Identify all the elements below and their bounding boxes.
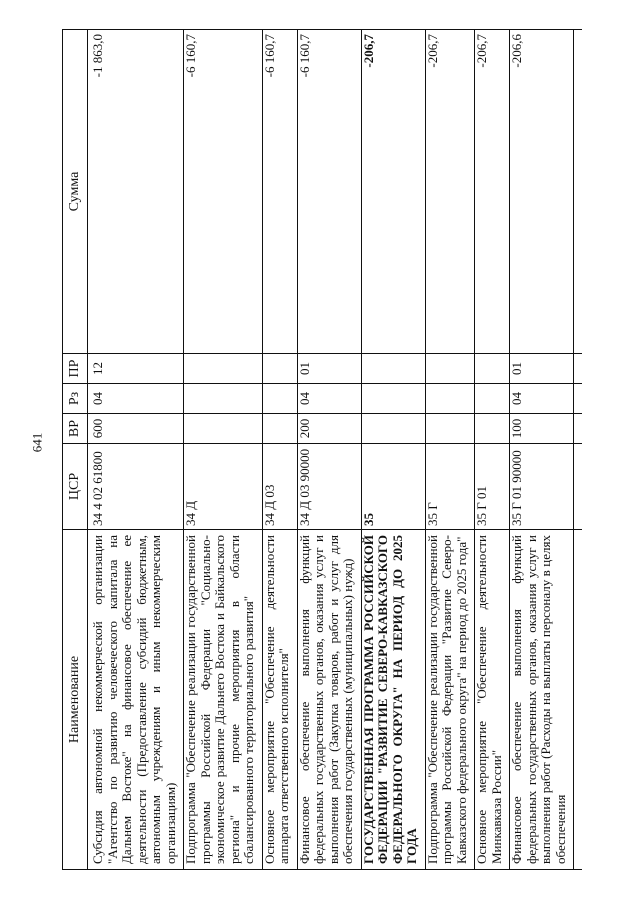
row-rz (475, 384, 510, 414)
header-vr: ВР (63, 414, 88, 444)
row-sum: -6 160,7 (262, 30, 297, 354)
table-row (475, 30, 510, 870)
row-name: Субсидия автономной некоммерческой организации "Агентство по развитию человеческого капитала на Дальнем Востоке" на финансовое обеспечение ее деятельности (Предоставление субсидий бюджетным, автономным учреждениям и иным некоммерческим организациям) (88, 530, 184, 870)
table-row (361, 30, 425, 870)
row-sum: -6 160,7 (297, 30, 361, 354)
continuation-cell (574, 354, 583, 384)
row-vr (475, 414, 510, 444)
row-pr: 12 (88, 354, 184, 384)
row-csr: 34 Д 03 (262, 444, 297, 530)
budget-table (62, 29, 582, 870)
row-vr (262, 414, 297, 444)
header-csr: ЦСР (63, 444, 88, 530)
row-pr (262, 354, 297, 384)
row-vr: 200 (297, 414, 361, 444)
row-vr: 100 (510, 414, 574, 444)
table-body (88, 30, 583, 870)
row-name: ГОСУДАРСТВЕННАЯ ПРОГРАММА РОССИЙСКОЙ ФЕДЕРАЦИИ "РАЗВИТИЕ СЕВЕРО-КАВКАЗСКОГО ФЕДЕРАЛЬНОГО ОКРУГА" НА ПЕРИОД ДО 2025 ГОДА (361, 530, 425, 870)
continuation-cell (574, 444, 583, 530)
table-row (425, 30, 475, 870)
row-name: Подпрограмма "Обеспечение реализации государственной программы Российской Федерации "Развитие Северо-Кавказского федерального округа" на период до 2025 года" (425, 530, 475, 870)
row-sum: -206,7 (425, 30, 475, 354)
row-csr: 35 Г 01 (475, 444, 510, 530)
continuation-cell (574, 414, 583, 444)
header-sum: Сумма (63, 30, 88, 354)
row-csr: 34 Д (184, 444, 263, 530)
row-csr: 35 (361, 444, 425, 530)
row-name: Основное мероприятие "Обеспечение деятельности аппарата ответственного исполнителя" (262, 530, 297, 870)
header-name: Наименование (63, 530, 88, 870)
table-row (184, 30, 263, 870)
row-sum: -206,6 (510, 30, 574, 354)
row-rz: 04 (88, 384, 184, 414)
row-csr: 34 Д 03 90000 (297, 444, 361, 530)
row-vr (361, 414, 425, 444)
row-pr (184, 354, 263, 384)
row-rz: 04 (297, 384, 361, 414)
row-name: Финансовое обеспечение выполнения функций федеральных государственных органов, оказания услуг и выполнения работ (Закупка товаров, работ и услуг для обеспечения государственных (муниципальных) нужд) (297, 530, 361, 870)
table-row (297, 30, 361, 870)
row-rz (262, 384, 297, 414)
header-pr: ПР (63, 354, 88, 384)
row-pr (475, 354, 510, 384)
row-pr: 01 (510, 354, 574, 384)
table-continuation (574, 30, 583, 870)
row-rz (425, 384, 475, 414)
header-rz: Рз (63, 384, 88, 414)
row-rz (361, 384, 425, 414)
row-sum: -6 160,7 (184, 30, 263, 354)
row-rz: 04 (510, 384, 574, 414)
row-vr (425, 414, 475, 444)
row-vr: 600 (88, 414, 184, 444)
row-name: Финансовое обеспечение выполнения функций федеральных государственных органов, оказания услуг и выполнения работ (Расходы на выплаты персоналу в целях обеспечения (510, 530, 574, 870)
continuation-cell (574, 384, 583, 414)
table-row (510, 30, 574, 870)
table-header-row (63, 30, 88, 870)
row-sum: -206,7 (475, 30, 510, 354)
row-csr: 35 Г (425, 444, 475, 530)
row-rz (184, 384, 263, 414)
page-number: 641 (29, 432, 45, 453)
row-pr (361, 354, 425, 384)
table-row (262, 30, 297, 870)
row-vr (184, 414, 263, 444)
row-name: Подпрограмма "Обеспечение реализации государственной программы Российской Федерации "Социально-экономическое развитие Дальнего Востока и Байкальского региона" и прочие мероприятия в области сбалансированного территориального развития" (184, 530, 263, 870)
row-pr: 01 (297, 354, 361, 384)
row-csr: 35 Г 01 90000 (510, 444, 574, 530)
row-name: Основное мероприятие "Обеспечение деятельности Минкавказа России" (475, 530, 510, 870)
table-row (88, 30, 184, 870)
continuation-cell (574, 30, 583, 354)
row-sum: -206,7 (361, 30, 425, 354)
row-sum: -1 863,0 (88, 30, 184, 354)
row-csr: 34 4 02 61800 (88, 444, 184, 530)
budget-table-container (62, 30, 597, 870)
row-pr (425, 354, 475, 384)
continuation-cell (574, 530, 583, 870)
